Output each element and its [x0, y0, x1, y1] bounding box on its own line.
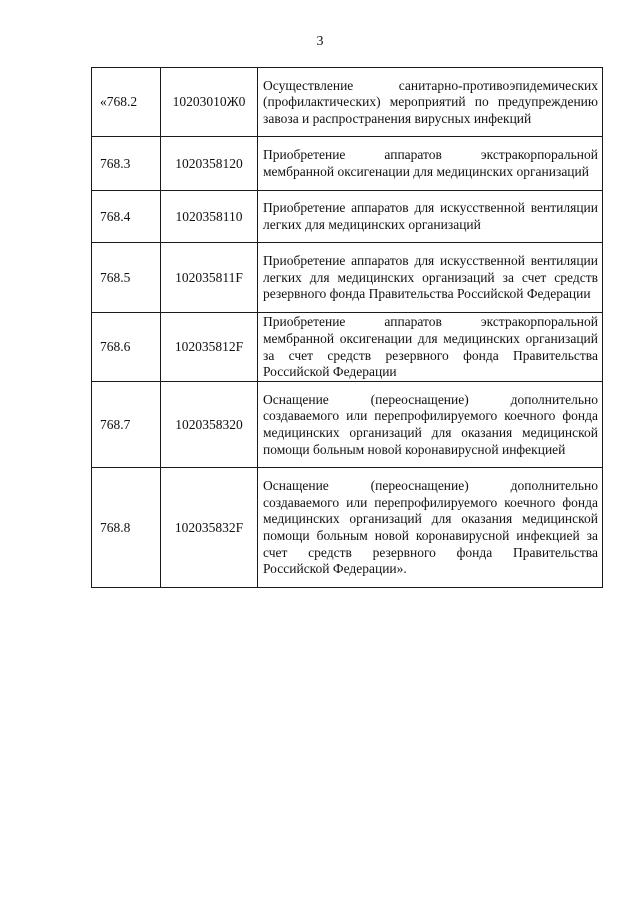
classification-code: 102035832F	[161, 468, 258, 588]
budget-codes-table	[91, 67, 603, 588]
row-number: 768.8	[92, 468, 161, 588]
expense-description: Приобретение аппаратов экстракорпоральной мембранной оксигенации для медицинских организаций	[258, 137, 603, 191]
table-row	[92, 243, 603, 313]
row-number: 768.5	[92, 243, 161, 313]
expense-description: Приобретение аппаратов для искусственной вентиляции легких для медицинских организаций за счет средств резервного фонда Правительства Российской Федерации	[258, 243, 603, 313]
classification-code: 102035812F	[161, 313, 258, 382]
table-row	[92, 313, 603, 382]
row-number: 768.4	[92, 191, 161, 243]
table-row	[92, 137, 603, 191]
expense-description: Приобретение аппаратов для искусственной вентиляции легких для медицинских организаций	[258, 191, 603, 243]
expense-description: Оснащение (переоснащение) дополнительно создаваемого или перепрофилируемого коечного фонда медицинских организаций для оказания медицинской помощи больным новой коронавирусной инфекцией за счет средств резервного фонда Правительства Российской Федерации».	[258, 468, 603, 588]
table-row	[92, 468, 603, 588]
page-number: 3	[316, 34, 324, 49]
classification-code: 1020358120	[161, 137, 258, 191]
row-number: «768.2	[92, 68, 161, 137]
expense-description: Оснащение (переоснащение) дополнительно создаваемого или перепрофилируемого коечного фонда медицинских организаций для оказания медицинской помощи больным новой коронавирусной инфекцией	[258, 382, 603, 468]
row-number: 768.3	[92, 137, 161, 191]
classification-code: 10203010Ж0	[161, 68, 258, 137]
table-row	[92, 382, 603, 468]
classification-code: 1020358320	[161, 382, 258, 468]
expense-description: Приобретение аппаратов экстракорпоральной мембранной оксигенации для медицинских организаций за счет средств резервного фонда Правительства Российской Федерации	[258, 313, 603, 382]
row-number: 768.6	[92, 313, 161, 382]
expense-description: Осуществление санитарно-противоэпидемических (профилактических) мероприятий по предупреждению завоза и распространения вирусных инфекций	[258, 68, 603, 137]
classification-code: 102035811F	[161, 243, 258, 313]
classification-code: 1020358110	[161, 191, 258, 243]
table-row	[92, 68, 603, 137]
row-number: 768.7	[92, 382, 161, 468]
table-row	[92, 191, 603, 243]
